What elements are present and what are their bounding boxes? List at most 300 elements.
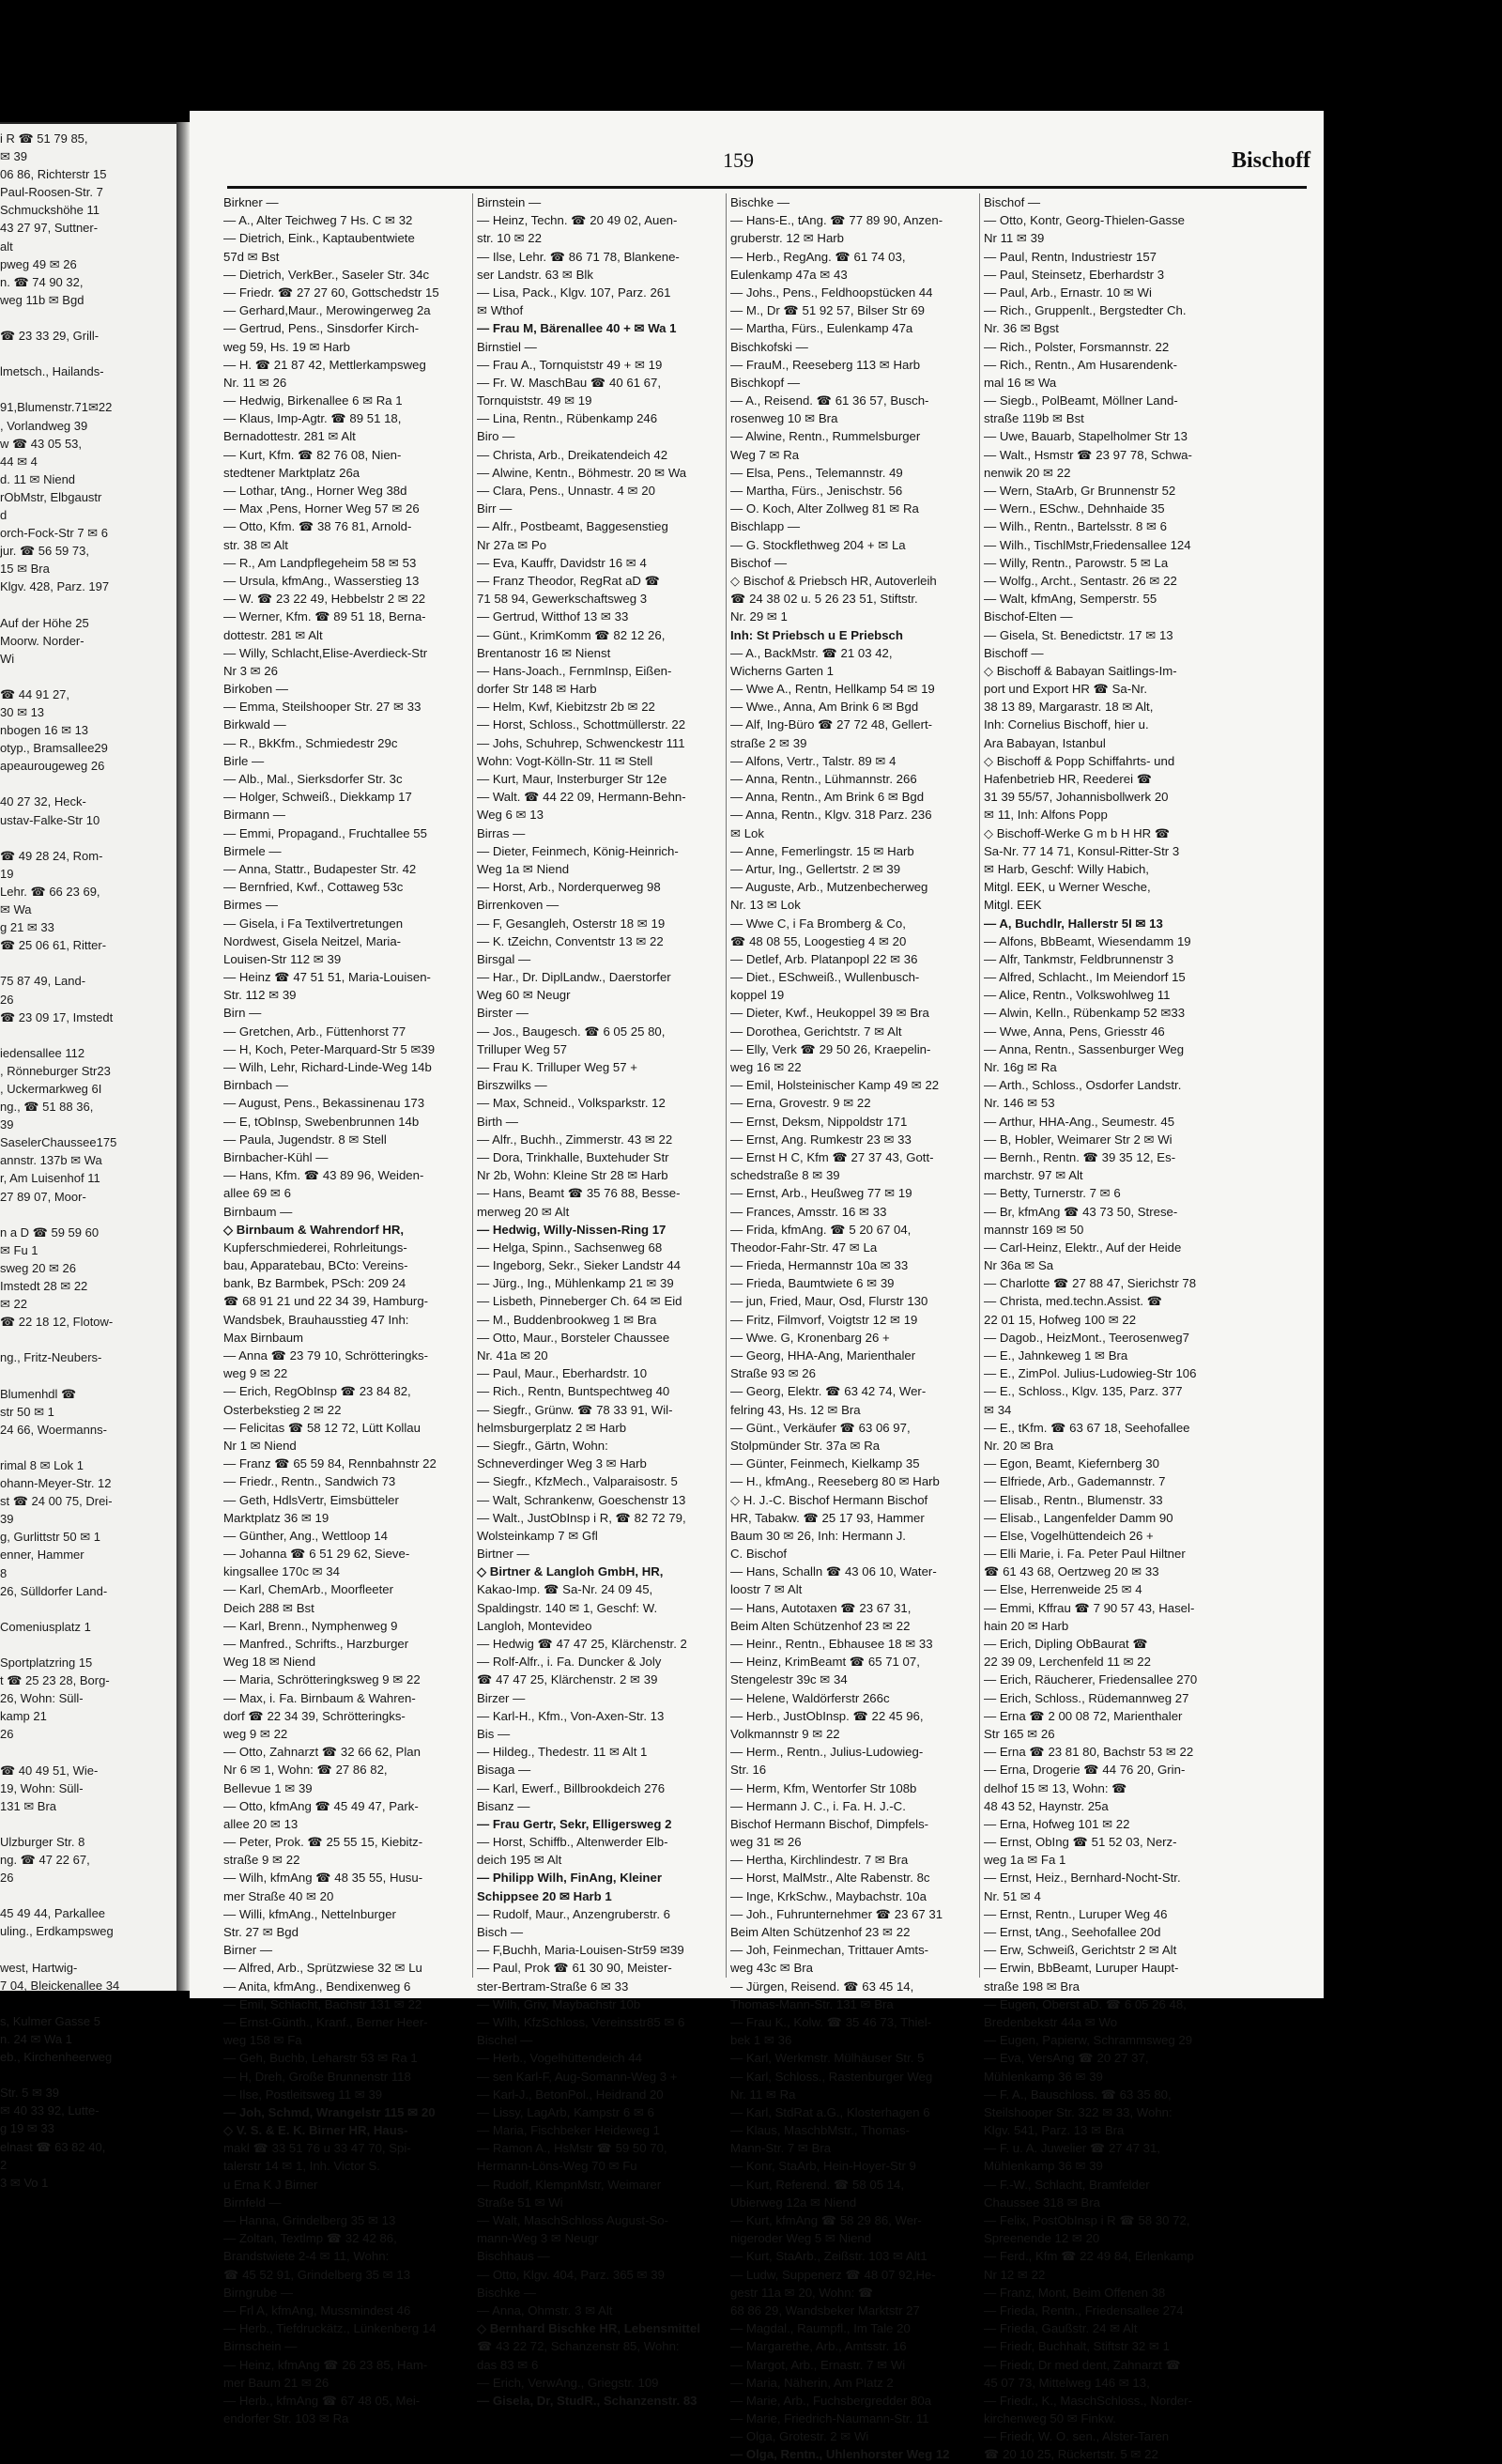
directory-entry-line: — Wilh., TischlMstr,Friedensallee 124 [984, 537, 1191, 552]
directory-entry-line: Spaldingstr. 140 ✉ 1, Geschf: W. [477, 1600, 658, 1615]
directory-entry-line: — Hans, Beamt ☎ 35 76 88, Besse- [477, 1186, 681, 1201]
directory-entry-line: — Eugen, Oberst aD. ☎ 6 05 26 48, [984, 1996, 1187, 2011]
directory-entry-line: Mann-Str. 7 ✉ Bra [730, 2141, 832, 2156]
directory-entry-line: das 83 ✉ 6 [477, 2357, 539, 2372]
directory-entry-line: ◇ Bernhard Bischke HR, Lebensmittel [477, 2321, 701, 2336]
left-fragment-line [0, 2066, 176, 2084]
directory-entry-line: Nr. 146 ✉ 53 [984, 1096, 1055, 1111]
directory-entry-line: weg 158 ✉ Fa [223, 2033, 302, 2048]
left-fragment-line [0, 1815, 176, 1833]
directory-entry-line: — Alfr., Buchh., Zimmerstr. 43 ✉ 22 [477, 1132, 673, 1147]
directory-entry-line: — Siegb., PolBeamt, Möllner Land- [984, 393, 1178, 408]
directory-entry-line: port und Export HR ☎ Sa-Nr. [984, 682, 1148, 697]
directory-entry-line: nenwik 20 ✉ 22 [984, 465, 1071, 480]
directory-entry-line: Sa-Nr. 77 14 71, Konsul-Ritter-Str 3 [984, 843, 1180, 858]
directory-entry-line: — Lisbeth, Pinneberger Ch. 64 ✉ Eid [477, 1294, 682, 1309]
directory-entry-line: — Martha, Fürs., Eulenkamp 47a [730, 321, 913, 336]
directory-entry-line: — Walt, MaschSchloss August-So- [477, 2213, 668, 2227]
left-fragment-line: 75 87 49, Land- [0, 974, 86, 989]
directory-entry-line: — Zoltan, Textlmp ☎ 32 42 86, [223, 2231, 397, 2246]
left-fragment-line: d [0, 507, 8, 522]
directory-entry-line: Ara Babayan, Istanbul [984, 735, 1106, 750]
directory-entry-line: — Rudolf, KlempnMstr, Weimarer [477, 2177, 662, 2192]
directory-column-4 [984, 193, 1230, 2464]
directory-entry-line: Birkner — [223, 195, 279, 209]
left-fragment-line: Moorw. Norder- [0, 633, 84, 648]
directory-entry-line: — W. ☎ 23 22 49, Hebbelstr 2 ✉ 22 [223, 592, 426, 607]
directory-entry-line: — Herb., Vogelhüttendeich 44 [477, 2051, 642, 2066]
directory-entry-line: Birnstein — [477, 195, 542, 209]
directory-entry-line: weg 59, Hs. 19 ✉ Harb [223, 339, 350, 354]
directory-entry-line: bek 1 ✉ 36 [730, 2033, 792, 2048]
directory-entry-line: rosenweg 10 ✉ Bra [730, 411, 838, 426]
directory-entry-line: 71 58 94, Gewerkschaftsweg 3 [477, 592, 648, 607]
directory-entry-line: — Ramon A., HsMstr ☎ 59 50 70, [477, 2141, 667, 2156]
directory-entry-line: ☎ 43 22 72, Schanzenstr 85, Wohn: [477, 2339, 680, 2354]
directory-entry-line: Bischkopf — [730, 375, 801, 390]
left-fragment-line: i R ☎ 51 79 85, [0, 131, 88, 146]
directory-entry-line: — K. tZeichn, Conventstr 13 ✉ 22 [477, 933, 664, 948]
directory-entry-line: — Felicitas ☎ 58 12 72, Lütt Kollau [223, 1420, 421, 1435]
directory-entry-line: Kakao-Imp. ☎ Sa-Nr. 24 09 45, [477, 1582, 653, 1597]
directory-entry-line: u Erna K J Birner [223, 2177, 318, 2192]
directory-entry-line: Biro — [477, 429, 515, 444]
directory-entry-line: — Dorothea, Gerichtstr. 7 ✉ Alt [730, 1024, 902, 1039]
directory-entry-line: — Artur, Ing., Gellertstr. 2 ✉ 39 [730, 861, 901, 876]
left-fragment-line: 44 ✉ 4 [0, 454, 38, 469]
directory-entry-line: — Johanna ☎ 6 51 29 62, Sieve- [223, 1547, 410, 1562]
directory-entry-line: dorf ☎ 22 34 39, Schrötteringks- [223, 1708, 406, 1723]
directory-entry-line: Louisen-Str 112 ✉ 39 [223, 951, 342, 966]
directory-entry-line: — Karl, Brenn., Nymphenweg 9 [223, 1618, 398, 1633]
directory-entry-line: Bischof Hermann Bischof, Dimpfels- [730, 1816, 929, 1831]
directory-entry-line: — Anna, Rentn., Lühmannstr. 266 [730, 772, 917, 786]
left-fragment-line: rObMstr, Elbgaustr [0, 489, 102, 504]
directory-entry-line: hain 20 ✉ Harb [984, 1618, 1069, 1633]
directory-entry-line: — Ernst H C, Kfm ☎ 27 37 43, Gott- [730, 1149, 934, 1164]
directory-entry-line: — Wilh, KfzSchloss, Vereinsstr85 ✉ 6 [477, 2014, 685, 2029]
directory-entry-line: — Klaus, MaschbMstr., Thomas- [730, 2123, 911, 2138]
directory-entry-line: — Alf, Ing-Büro ☎ 27 72 48, Gellert- [730, 717, 933, 732]
directory-entry-line: — Ernst, Arb., Heußweg 77 ✉ 19 [730, 1186, 912, 1201]
left-fragment-line: 24 66, Woermanns- [0, 1422, 107, 1437]
directory-entry-line: gruberstr. 12 ✉ Harb [730, 231, 844, 246]
left-fragment-line: Str. 5 ✉ 39 [0, 2086, 59, 2101]
left-fragment-line: Lehr. ☎ 66 23 69, [0, 884, 100, 899]
left-fragment-line [0, 1994, 176, 2012]
directory-entry-line: Birle — [223, 753, 265, 768]
directory-entry-line: — Erna ☎ 2 00 08 72, Marienthaler [984, 1708, 1183, 1723]
directory-column-3 [730, 193, 976, 2464]
left-fragment-line: n a D ☎ 59 59 60 [0, 1224, 100, 1240]
directory-entry-line: — Charlotte ☎ 27 88 47, Sierichstr 78 [984, 1276, 1197, 1291]
directory-entry-line: — H., kfmAng., Reeseberg 80 ✉ Harb [730, 1474, 940, 1489]
directory-entry-line: — Gisela, i Fa Textilvertretungen [223, 916, 404, 931]
directory-entry-line: — Herb., kfmAng ☎ 67 48 05, Mei- [223, 2393, 421, 2408]
directory-entry-line: — Paul, Maur., Eberhardstr. 10 [477, 1366, 648, 1381]
directory-entry-line: 45 07 73, Mittelweg 146 ✉ 13, [984, 2375, 1150, 2390]
directory-entry-line: — F.-W., Schlacht, Bramfelder [984, 2177, 1150, 2192]
directory-entry-line: — Herm., Rentn., Julius-Ludowieg- [730, 1745, 924, 1760]
directory-entry-line: — Lisa, Pack., Klgv. 107, Parz. 261 [477, 285, 671, 300]
directory-entry-line: Birner — [223, 1943, 273, 1958]
directory-entry-line: Nr 6 ✉ 1, Wohn: ☎ 27 86 82, [223, 1763, 388, 1778]
directory-entry-line: ✉ Lok [730, 825, 764, 840]
directory-entry-line: — Heinz, KrimBeamt ☎ 65 71 07, [730, 1655, 920, 1670]
directory-entry-line: — Erich, RegObInsp ☎ 23 84 82, [223, 1384, 411, 1399]
directory-entry-line: — Kurt, Referend. ☎ 58 05 14, [730, 2177, 905, 2192]
directory-entry-line: — Lothar, tAng., Horner Weg 38d [223, 484, 407, 498]
directory-entry-line: — Walt, kfmAng, Semperstr. 55 [984, 592, 1157, 607]
left-fragment-line: str 50 ✉ 1 [0, 1404, 54, 1419]
left-fragment-line [0, 1206, 176, 1224]
directory-entry-line: — Gretchen, Arb., Füttenhorst 77 [223, 1024, 406, 1039]
left-fragment-line: r, Am Luisenhof 11 [0, 1171, 100, 1186]
directory-entry-line: — Ilse, Postleitsweg 11 ✉ 39 [223, 2087, 383, 2102]
directory-entry-line: Straße 51 ✉ Wi [477, 2194, 563, 2210]
directory-entry-line: — Walt., Hsmstr ☎ 23 97 78, Schwa- [984, 447, 1192, 462]
directory-entry-line: — Heinz, Techn. ☎ 20 49 02, Auen- [477, 213, 678, 228]
directory-entry-line: — Dagob., HeizMont., Teerosenweg7 [984, 1330, 1189, 1345]
left-fragment-line [0, 829, 176, 847]
directory-entry-line: Str. 16 [730, 1763, 767, 1778]
left-fragment-line [0, 1366, 176, 1384]
left-fragment-line [0, 595, 176, 613]
directory-entry-line: — Rich., Rentn., Am Husarendenk- [984, 357, 1177, 372]
directory-entry-line: gestr 11a ✉ 20, Wohn: ☎ [730, 2285, 874, 2300]
directory-entry-line: — Alfred, Arb., Sprützwiese 32 ✉ Lu [223, 1961, 422, 1976]
left-fragment-line: 40 27 32, Heck- [0, 794, 86, 809]
left-fragment-line: , Uckermarkweg 6I [0, 1081, 102, 1096]
left-fragment-line: 3 ✉ Vo 1 [0, 2175, 49, 2190]
directory-entry-line: 48 43 52, Haynstr. 25a [984, 1798, 1109, 1813]
directory-entry-line: — Otto, Klgv. 404, Parz. 365 ✉ 39 [477, 2267, 665, 2282]
directory-entry-line: — M., Dr ☎ 51 92 57, Bilser Str 69 [730, 303, 925, 318]
left-fragment-line: g, Gurlittstr 50 ✉ 1 [0, 1530, 100, 1545]
directory-entry-line: Spreenende 12 ✉ 20 [984, 2231, 1100, 2246]
directory-entry-line: Inh: St Priebsch u E Priebsch [730, 627, 903, 642]
directory-entry-line: str. 10 ✉ 22 [477, 231, 542, 246]
directory-entry-line: — H, Koch, Peter-Marquard-Str 5 ✉39 [223, 1041, 436, 1056]
directory-entry-line: — Werner, Kfm. ☎ 89 51 18, Berna- [223, 609, 426, 624]
directory-entry-line: — Arth., Schloss., Osdorfer Landstr. [984, 1078, 1182, 1093]
directory-entry-line: Birmele — [223, 843, 282, 858]
directory-entry-line: — Emma, Steilshooper Str. 27 ✉ 33 [223, 700, 421, 715]
directory-entry-line: mer Baum 21 ✉ 26 [223, 2375, 330, 2390]
directory-entry-line: Birrenkoven — [477, 898, 559, 913]
directory-entry-line: — Friedr, Dr med dent, Zahnarzt ☎ [984, 2357, 1181, 2372]
directory-entry-line: — Alwine, Kentn., Böhmestr. 20 ✉ Wa [477, 465, 687, 480]
left-fragment-line: 91,Blumenstr.71✉22 [0, 400, 113, 415]
directory-entry-line: — Ludw, Suppenerz ☎ 48 07 92,He- [730, 2267, 936, 2282]
directory-entry-line: — Kurt, StaArb., Zeißstr. 103 ✉ Alt1 [730, 2249, 927, 2264]
left-fragment-line: ☎ 49 28 24, Rom- [0, 848, 103, 863]
directory-entry-line: — Ernst, Deksm, Nippoldstr 171 [730, 1114, 908, 1129]
directory-entry-line: — Wolfg., Archt., Sentastr. 26 ✉ 22 [984, 573, 1177, 588]
directory-entry-line: Nr. 11 ✉ Ra [730, 2087, 796, 2102]
left-fragment-line: ✉ Fu 1 [0, 1242, 38, 1257]
directory-entry-line: Schippsee 20 ✉ Harb 1 [477, 1888, 612, 1903]
directory-entry-line: — Erw, Schweiß, Gerichtstr 2 ✉ Alt [984, 1943, 1177, 1958]
directory-entry-line: Nr 2b, Wohn: Kleine Str 28 ✉ Harb [477, 1168, 668, 1183]
directory-entry-line: — Georg, Elektr. ☎ 63 42 74, Wer- [730, 1384, 927, 1399]
column-divider [726, 193, 727, 1978]
left-fragment-line: ustav-Falke-Str 10 [0, 812, 100, 827]
directory-entry-line: Tornquiststr. 49 ✉ 19 [477, 393, 592, 408]
directory-entry-line: — Rich., Rentn, Buntspechtweg 40 [477, 1384, 670, 1399]
directory-entry-line: — Frieda, Baumtwiete 6 ✉ 39 [730, 1276, 895, 1291]
directory-entry-line: — Elsa, Pens., Telemannstr. 49 [730, 465, 903, 480]
directory-entry-line: straße 119b ✉ Bst [984, 411, 1084, 426]
directory-entry-line: allee 69 ✉ 6 [223, 1186, 291, 1201]
left-fragment-line: , Vorlandweg 39 [0, 418, 88, 433]
directory-entry-line: — Marie, Friedrich-Naumann-Str. 11 [730, 2411, 929, 2426]
left-fragment-line: 39 [0, 1117, 14, 1132]
left-fragment-line: , Rönneburger Str23 [0, 1063, 111, 1078]
directory-entry-line: — Karl, Werkmstr. Mülhäuser Str. 5 [730, 2051, 925, 2066]
directory-entry-line: — Hans-Joach., FernmInsp, Eißen- [477, 663, 672, 678]
directory-entry-line: — Horst, MalMstr., Alte Rabenstr. 8c [730, 1871, 930, 1886]
directory-entry-line: — Christa, med.techn.Assist. ☎ [984, 1294, 1163, 1309]
directory-entry-line: — H. ☎ 21 87 42, Mettlerkampsweg [223, 357, 426, 372]
left-fragment-line: st ☎ 24 00 75, Drei- [0, 1494, 113, 1509]
left-fragment-line: 27 89 07, Moor- [0, 1189, 86, 1204]
directory-entry-line: bau, Apparatebau, BCto: Vereins- [223, 1258, 408, 1273]
directory-entry-line: — Alb., Mal., Sierksdorfer Str. 3c [223, 772, 403, 786]
left-fragment-line: nbogen 16 ✉ 13 [0, 723, 89, 738]
directory-entry-line: Langloh, Montevideo [477, 1618, 592, 1633]
left-fragment-line [0, 668, 176, 685]
directory-entry-line: — Joh, Feinmechan, Trittauer Amts- [730, 1943, 929, 1958]
directory-entry-line: — Hans-E., tAng. ☎ 77 89 90, Anzen- [730, 213, 943, 228]
directory-entry-line: — Anne, Femerlingstr. 15 ✉ Harb [730, 843, 914, 858]
directory-entry-line: mann-Weg 3 ✉ Neugr [477, 2231, 599, 2246]
left-fragment-line: ✉ Wa [0, 902, 32, 917]
directory-entry-line: — Max ,Pens, Horner Weg 57 ✉ 26 [223, 501, 420, 516]
directory-entry-line: — Dieter, Kwf., Heukoppel 39 ✉ Bra [730, 1006, 929, 1021]
directory-entry-line: Bischkofski — [730, 339, 808, 354]
directory-entry-line: weg 1a ✉ Fa 1 [984, 1853, 1066, 1868]
left-fragment-line: sweg 20 ✉ 26 [0, 1260, 76, 1275]
directory-entry-line: — Egon, Beamt, Kiefernberg 30 [984, 1456, 1159, 1471]
left-fragment-line: west, Hartwig- [0, 1960, 78, 1975]
directory-entry-line: Beim Alten Schützenhof 23 ✉ 22 [730, 1618, 911, 1633]
left-fragment-line [0, 1743, 176, 1761]
directory-entry-line: — Anna, Rentn., Sassenburger Weg [984, 1041, 1185, 1056]
directory-entry-line: — Dieter, Feinmech, König-Heinrich- [477, 843, 679, 858]
directory-entry-line: — Friedr. ☎ 27 27 60, Gottschedstr 15 [223, 285, 439, 300]
directory-entry-line: loostr 7 ✉ Alt [730, 1582, 803, 1597]
directory-entry-line: — A., Reisend. ☎ 61 36 57, Busch- [730, 393, 929, 408]
directory-entry-line: — Herb., JustObInsp. ☎ 22 45 96, [730, 1708, 924, 1723]
directory-entry-line: — Hildeg., Thedestr. 11 ✉ Alt 1 [477, 1745, 648, 1760]
directory-entry-line: Nr 12 ✉ 22 [984, 2267, 1046, 2282]
directory-entry-line: Inh: Cornelius Bischoff, hier u. [984, 717, 1149, 732]
directory-entry-line: Birzer — [477, 1690, 526, 1705]
directory-entry-line: weg 16 ✉ 22 [730, 1060, 802, 1074]
directory-entry-line: marchstr. 97 ✉ Alt [984, 1168, 1083, 1183]
directory-entry-line: — Jürg., Ing., Mühlenkamp 21 ✉ 39 [477, 1276, 674, 1291]
directory-entry-line: — Franz Theodor, RegRat aD ☎ [477, 573, 661, 588]
left-fragment-line [0, 345, 176, 362]
directory-entry-line: — Geh, Buchb, Leharstr 53 ✉ Ra 1 [223, 2051, 418, 2066]
directory-entry-line: Birn — [223, 1006, 262, 1021]
directory-entry-line: — Walt. ☎ 44 22 09, Hermann-Behn- [477, 790, 686, 805]
directory-entry-line: Bischel — [477, 2033, 533, 2048]
directory-entry-line: Marktplatz 36 ✉ 19 [223, 1510, 330, 1525]
directory-entry-line: — Alice, Rentn., Volkswohlweg 11 [984, 988, 1171, 1003]
left-fragment-line: eb., Kirchenheerweg [0, 2050, 113, 2065]
left-fragment-line: 26 [0, 1871, 14, 1886]
directory-entry-line: — Heinz, kfmAng ☎ 26 23 85, Ham- [223, 2357, 428, 2372]
directory-entry-line: — Martha, Fürs., Jenischstr. 56 [730, 484, 903, 498]
directory-entry-line: — Gisela, Dr, StudR., Schanzenstr. 83 [477, 2393, 697, 2408]
directory-entry-line: C. Bischof [730, 1547, 788, 1562]
directory-entry-line: — Helene, Waldörferstr 266c [730, 1690, 890, 1705]
directory-entry-line: — Olga, Rentn., Uhlenhorster Weg 12 [730, 2447, 950, 2462]
directory-entry-line: ser Landstr. 63 ✉ Blk [477, 267, 593, 282]
directory-entry-line: — Gisela, St. Benedictstr. 17 ✉ 13 [984, 627, 1173, 642]
directory-entry-line: Birnbaum — [223, 1204, 293, 1219]
directory-entry-line: — Magdal., Raumpfl., Im Tale 20 [730, 2321, 911, 2336]
directory-entry-line: — Eugen, Papierw, Schrammsweg 29 [984, 2033, 1193, 2048]
directory-entry-line: — Erna ☎ 23 81 80, Bachstr 53 ✉ 22 [984, 1745, 1194, 1760]
directory-entry-line: — Ilse, Lehr. ☎ 86 71 78, Blankene- [477, 249, 680, 264]
directory-entry-line: — Hans, Kfm. ☎ 43 89 96, Weiden- [223, 1168, 424, 1183]
directory-entry-line: — Alfons, BbBeamt, Wiesendamm 19 [984, 933, 1191, 948]
left-fragment-line [0, 1439, 176, 1456]
directory-entry-line: — Horst, Arb., Norderquerweg 98 [477, 880, 661, 895]
directory-entry-line: — Br, kfmAng ☎ 43 73 50, Strese- [984, 1204, 1178, 1219]
directory-entry-line: Wandsbek, Brauhausstieg 47 Inh: [223, 1312, 409, 1327]
directory-entry-line: — Günt., KrimKomm ☎ 82 12 26, [477, 627, 666, 642]
directory-entry-line: — sen Karl-F, Aug-Somann-Weg 3 + [477, 2069, 678, 2084]
left-fragment-line: ✉ 39 [0, 149, 27, 164]
directory-entry-line: Weg 18 ✉ Niend [223, 1655, 316, 1670]
left-fragment-line: 7 04, Bleickenallee 34 [0, 1978, 120, 1993]
directory-entry-line: — Erich, Schloss., Rüdemannweg 27 [984, 1690, 1189, 1705]
header-rule [227, 186, 1307, 189]
left-fragment-line: n. 24 ✉ Wa 1 [0, 2031, 72, 2046]
left-fragment-line [0, 954, 176, 972]
left-fragment-line: 19 [0, 866, 14, 881]
directory-entry-line: Volkmannstr 9 ✉ 22 [730, 1726, 840, 1741]
directory-entry-line: — Karl-H., Kfm., Von-Axen-Str. 13 [477, 1708, 665, 1723]
directory-entry-line: — Frances, Amsstr. 16 ✉ 33 [730, 1204, 887, 1219]
directory-entry-line: — Maria, Schrötteringksweg 9 ✉ 22 [223, 1672, 421, 1687]
directory-entry-line: weg 9 ✉ 22 [223, 1366, 288, 1381]
directory-entry-line: koppel 19 [730, 988, 785, 1003]
directory-entry-line: Kupferschmiederei, Rohrleitungs- [223, 1240, 407, 1255]
directory-entry-line: — Inge, KrkSchw., Maybachstr. 10a [730, 1888, 927, 1903]
directory-entry-line: Schneverdinger Weg 3 ✉ Harb [477, 1456, 647, 1471]
directory-entry-line: Baum 30 ✉ 26, Inh: Hermann J. [730, 1528, 906, 1543]
directory-entry-line: Nr. 16g ✉ Ra [984, 1060, 1057, 1074]
directory-entry-line: ☎ 47 47 25, Klärchenstr. 2 ✉ 39 [477, 1672, 658, 1687]
directory-entry-line: — O. Koch, Alter Zollweg 81 ✉ Ra [730, 501, 919, 516]
directory-entry-line: Mitgl. EEK [984, 898, 1042, 913]
directory-entry-line: — Wwe. G, Kronenbarg 26 + [730, 1330, 890, 1345]
left-page-fragment [0, 122, 176, 2190]
directory-entry-line: Osterbekstieg 2 ✉ 22 [223, 1402, 342, 1417]
left-fragment-line: 06 86, Richterstr 15 [0, 167, 107, 182]
directory-entry-line: — Helga, Spinn., Sachsenweg 68 [477, 1240, 663, 1255]
directory-entry-line: — F. u. A. Juwelier ☎ 27 47 31, [984, 2141, 1160, 2156]
directory-entry-line: — Kurt, kfmAng ☎ 58 29 86, Wer- [730, 2213, 922, 2227]
directory-entry-line: Beim Alten Schützenhof 23 ✉ 22 [730, 1925, 911, 1939]
directory-entry-line: Nr. 41a ✉ 20 [477, 1348, 548, 1363]
left-fragment-line: otyp., Bramsallee29 [0, 741, 108, 756]
directory-entry-line: Bisanz — [477, 1798, 530, 1813]
directory-entry-line: kirchenweg 50 ✉ Finkw. [984, 2411, 1116, 2426]
directory-entry-line: — Ingeborg, Sekr., Sieker Landstr 44 [477, 1258, 681, 1273]
directory-entry-line: — Ernst, tAng., Seehofallee 20d [984, 1925, 1161, 1939]
directory-entry-line: weg 9 ✉ 22 [223, 1726, 288, 1741]
directory-entry-line: Nr. 13 ✉ Lok [730, 898, 801, 913]
directory-entry-line: — Frau Gertr, Sekr, Elligersweg 2 [477, 1816, 672, 1831]
directory-entry-line: Weg 6 ✉ 13 [477, 808, 544, 823]
directory-entry-line: — Karl, ChemArb., Moorfleeter [223, 1582, 394, 1597]
directory-entry-line: — Frau A., Tornquiststr 49 + ✉ 19 [477, 357, 663, 372]
left-fragment-line: 26 [0, 1727, 14, 1742]
directory-entry-line: — Paul, Arb., Ernastr. 10 ✉ Wi [984, 285, 1152, 300]
directory-entry-line: — Karl-J., BetonPol., Heidrand 20 [477, 2087, 664, 2102]
directory-entry-line: — Herb., Tiefdruckätz., Lünkenberg 14 [223, 2321, 437, 2336]
directory-entry-line: Nr 3 ✉ 26 [223, 663, 278, 678]
directory-entry-line: Wicherns Garten 1 [730, 663, 834, 678]
directory-entry-line: ✉ 34 [984, 1402, 1012, 1417]
left-fragment-line: ng. ☎ 47 22 67, [0, 1853, 90, 1867]
left-fragment-line: ng., Fritz-Neubers- [0, 1350, 102, 1365]
directory-entry-line: — A., Alter Teichweg 7 Hs. C ✉ 32 [223, 213, 413, 228]
directory-entry-line: mannstr 169 ✉ 50 [984, 1222, 1084, 1237]
directory-entry-line: — FrauM., Reeseberg 113 ✉ Harb [730, 357, 921, 372]
directory-entry-line: Steilshooper Str. 322 ✉ 33, Wohn: [984, 2104, 1172, 2119]
directory-entry-line: Bischof-Elten — [984, 609, 1073, 624]
directory-entry-line: — Wern., ESchw., Dehnhaide 35 [984, 501, 1165, 516]
directory-entry-line: — Paul, Prok ☎ 61 30 90, Meister- [477, 1961, 672, 1976]
left-page-rule [0, 122, 176, 124]
directory-entry-line: HR, Tabakw. ☎ 25 17 93, Hammer [730, 1510, 925, 1525]
directory-entry-line: Nr. 11 ✉ 26 [223, 375, 287, 390]
directory-entry-line: — Kurt, Maur, Insterburger Str 12e [477, 772, 667, 786]
directory-entry-line: — Geth, HdlsVertr, Eimsbütteler [223, 1492, 399, 1507]
directory-entry-line: — Karl, Ewerf., Billbrookdeich 276 [477, 1780, 666, 1795]
left-fragment-line: d. 11 ✉ Niend [0, 471, 76, 486]
directory-entry-line: Nr. 20 ✉ Bra [984, 1438, 1054, 1453]
directory-entry-line: — Johs., Pens., Feldhoopstücken 44 [730, 285, 933, 300]
directory-entry-line: — Uwe, Bauarb, Stapelholmer Str 13 [984, 429, 1188, 444]
directory-entry-line: ◇ Bischoff & Babayan Saitlings-Im- [984, 663, 1177, 678]
directory-entry-line: — Otto, Kontr, Georg-Thielen-Gasse [984, 213, 1186, 228]
directory-entry-line: Nordwest, Gisela Neitzel, Maria- [223, 933, 402, 948]
directory-entry-line: — Heinr., Rentn., Ebhausee 18 ✉ 33 [730, 1637, 933, 1651]
directory-entry-line: — Ferd., Kfm ☎ 22 49 84, Erlenkamp [984, 2249, 1194, 2264]
directory-entry-line: — Erich, Dipling ObBaurat ☎ [984, 1637, 1148, 1651]
directory-entry-line: Deich 288 ✉ Bst [223, 1600, 314, 1615]
directory-entry-line: — Otto, Maur., Borsteler Chaussee [477, 1330, 670, 1345]
directory-entry-line: — Max, i. Fa. Birnbaum & Wahren- [223, 1690, 416, 1705]
column-divider [472, 193, 473, 1978]
directory-entry-line: — Christa, Arb., Dreikatendeich 42 [477, 447, 668, 462]
scan-margin [1324, 0, 1502, 2044]
directory-entry-line: ◇ Birtner & Langloh GmbH, HR, [477, 1564, 664, 1579]
directory-entry-line: Brandstwiete 2-4 ✉ 11, Wohn: [223, 2249, 390, 2264]
directory-entry-line: Birnstiel — [477, 339, 537, 354]
directory-entry-line: ✉ 11, Inh: Alfons Popp [984, 808, 1108, 823]
directory-entry-line: — E, tObInsp, Swebenbrunnen 14b [223, 1114, 420, 1129]
directory-entry-line: Bischlapp — [730, 519, 801, 534]
